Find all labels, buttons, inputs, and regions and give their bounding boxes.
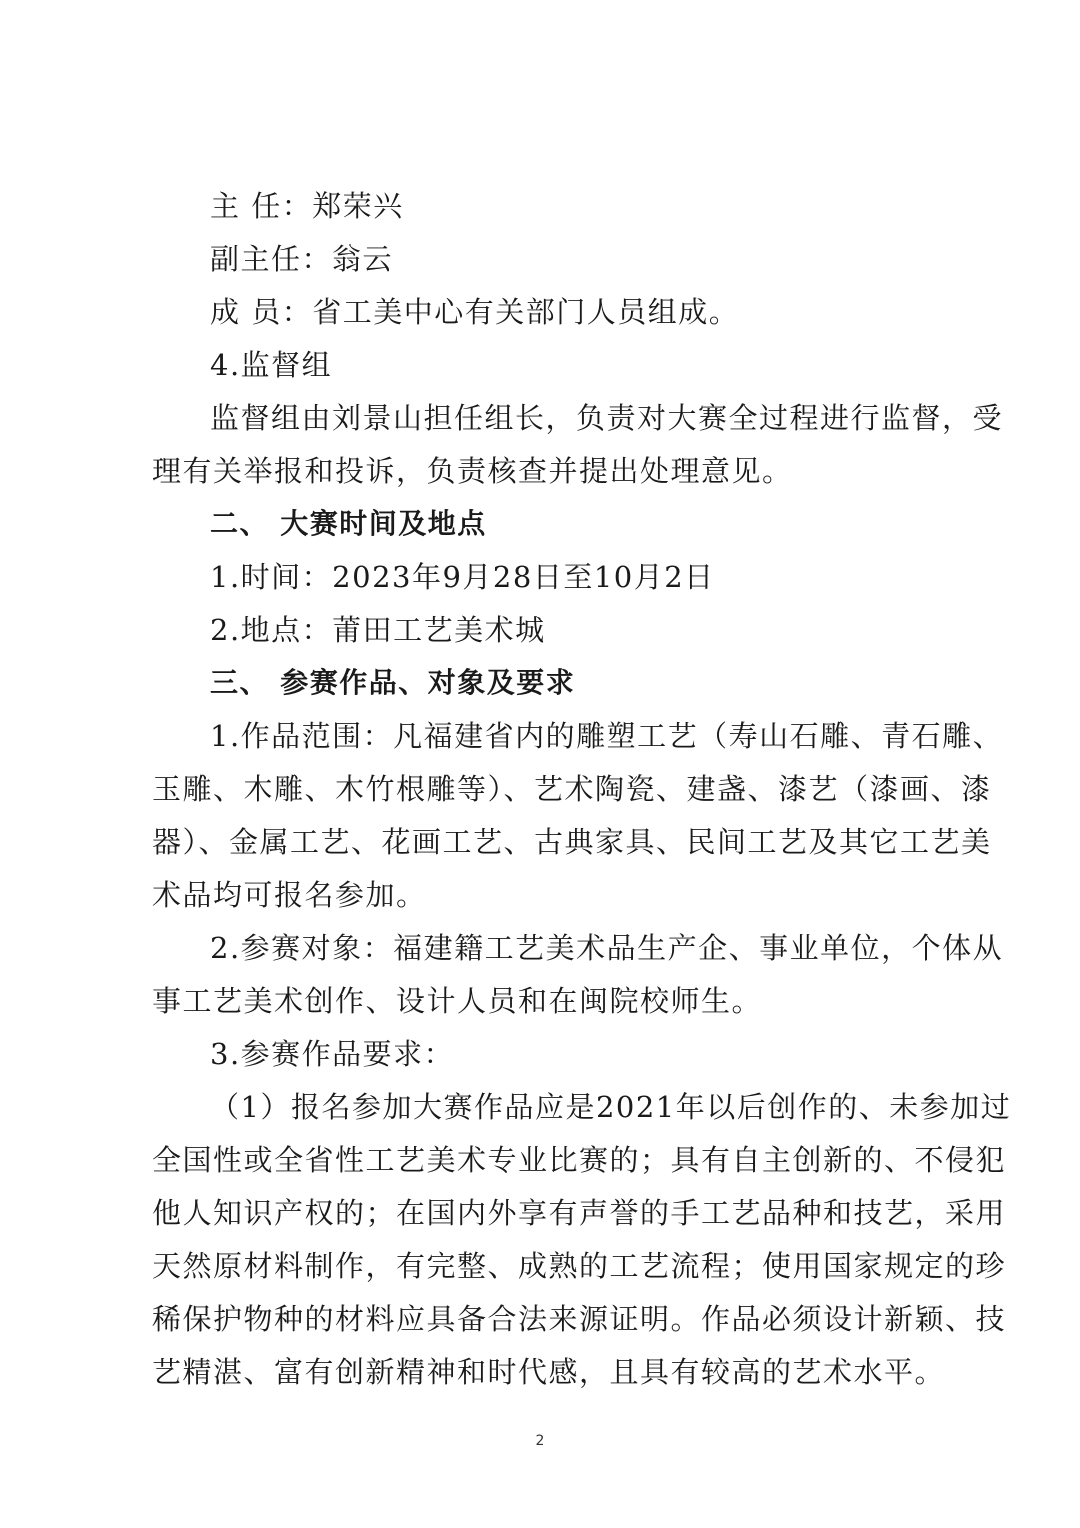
supervision-group-heading: 4.监督组 [210,348,333,382]
contest-time-line: 1.时间：2023年9月28日至10月2日 [210,560,715,594]
committee-deputy-director-line: 副主任：翁云 [210,242,394,276]
supervision-paragraph-line-1: 监督组由刘景山担任组长，负责对大赛全过程进行监督，受 [210,401,1004,435]
committee-director-line: 主 任：郑荣兴 [210,189,404,223]
work-scope-line-3: 器）、金属工艺、花画工艺、古典家具、民间工艺及其它工艺美 [152,825,992,859]
participants-line-1: 2.参赛对象：福建籍工艺美术品生产企、事业单位，个体从 [210,931,1004,965]
contest-location-line: 2.地点：莆田工艺美术城 [210,613,546,647]
work-scope-line-2: 玉雕、木雕、木竹根雕等）、艺术陶瓷、建盏、漆艺（漆画、漆 [152,772,992,806]
committee-members-line: 成 员：省工美中心有关部门人员组成。 [210,295,740,329]
requirement-1-line-6: 艺精湛、富有创新精神和时代感，且具有较高的艺术水平。 [152,1355,946,1389]
requirement-1-line-3: 他人知识产权的；在国内外享有声誉的手工艺品种和技艺，采用 [152,1196,1007,1230]
participants-line-2: 事工艺美术创作、设计人员和在闽院校师生。 [152,984,763,1018]
requirement-1-line-4: 天然原材料制作，有完整、成熟的工艺流程；使用国家规定的珍 [152,1249,1007,1283]
work-scope-line-1: 1.作品范围：凡福建省内的雕塑工艺（寿山石雕、青石雕、 [210,719,1004,753]
supervision-paragraph-line-2: 理有关举报和投诉，负责核查并提出处理意见。 [152,454,793,488]
requirement-1-line-1: （1）报名参加大赛作品应是2021年以后创作的、未参加过 [210,1090,1012,1124]
page-number: 2 [535,1433,545,1449]
section-two-heading: 二、 大赛时间及地点 [210,507,487,540]
requirement-1-line-5: 稀保护物种的材料应具备合法来源证明。作品必须设计新颖、技 [152,1302,1007,1336]
requirements-heading: 3.参赛作品要求： [210,1037,455,1071]
requirement-1-line-2: 全国性或全省性工艺美术专业比赛的；具有自主创新的、不侵犯 [152,1143,1007,1177]
work-scope-line-4: 术品均可报名参加。 [152,878,427,912]
section-three-heading: 三、 参赛作品、对象及要求 [210,666,576,699]
